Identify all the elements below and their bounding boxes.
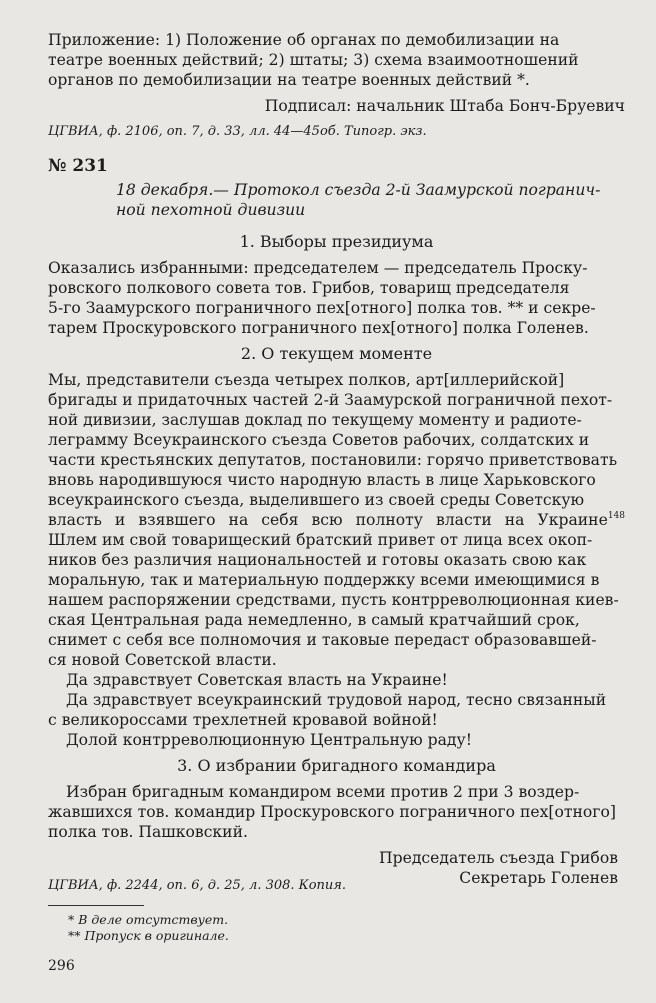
- slogan-line: Долой контрреволюционную Центральную раду!: [66, 731, 472, 749]
- secretary-signature: Секретарь Голенев: [459, 869, 618, 887]
- section-line: ной дивизии, заслушав доклад по текущему моменту и радиоте-: [48, 411, 582, 429]
- slogan-line: Да здравствует всеукраинский трудовой народ, тесно связанный: [66, 691, 607, 709]
- footnote-divider: [48, 905, 144, 906]
- appendix-line: Приложение: 1) Положение об органах по демобилизации на: [48, 31, 560, 49]
- section-line: полка тов. Пашковский.: [48, 823, 248, 841]
- section-line: всеукраинского съезда, выделившего из своей среды Советскую: [48, 491, 585, 509]
- section-line: тарем Проскуровского пограничного пех[отного] полка Голенев.: [48, 319, 589, 337]
- archive-source: ЦГВИА, ф. 2244, оп. 6, д. 25, л. 308. Копия.: [48, 878, 347, 893]
- section-line: ся новой Советской власти.: [48, 651, 277, 669]
- section-heading: 2. О текущем моменте: [240, 344, 433, 363]
- section-heading: 1. Выборы президиума: [239, 232, 434, 251]
- note-reference: 148: [607, 511, 625, 521]
- section-line: жавшихся тов. командир Проскуровского пограничного пех[отного]: [48, 803, 616, 821]
- appendix-line: театре военных действий; 2) штаты; 3) схема взаимоотношений: [48, 51, 579, 69]
- chairman-signature: Председатель съезда Грибов: [379, 849, 618, 867]
- section-line: [48, 510, 625, 530]
- document-title-line: 18 декабря.— Протокол съезда 2-й Заамурской погранич-: [116, 181, 601, 199]
- section-line: снимет с себя все полномочия и таковые передаст образовавшей-: [48, 631, 597, 649]
- section-line: 5-го Заамурского пограничного пех[отного] полка тов. ** и секре-: [48, 299, 596, 317]
- document-number: № 231: [48, 156, 108, 176]
- footnote: ** Пропуск в оригинале.: [68, 928, 229, 943]
- section-line: части крестьянских депутатов, постановили: горячо приветствовать: [48, 451, 618, 469]
- section-line: ников без различия национальностей и готовы оказать свою как: [48, 551, 587, 569]
- section-heading: 3. О избрании бригадного командира: [177, 756, 496, 775]
- section-line: Шлем им свой товарищеский братский привет от лица всех окоп-: [48, 531, 593, 549]
- section-line: Избран бригадным командиром всеми против 2 при 3 воздер-: [66, 783, 580, 801]
- footnote: * В деле отсутствует.: [68, 912, 229, 927]
- archive-source: ЦГВИА, ф. 2106, оп. 7, д. 33, лл. 44—45об. Типогр. экз.: [48, 124, 427, 139]
- signature-block: Подписал: начальник Штаба Бонч-Бруевич: [264, 97, 625, 115]
- appendix-line: органов по демобилизации на театре военных действий *.: [48, 71, 530, 89]
- page-number: 296: [48, 958, 75, 974]
- section-line: нашем распоряжении средствами, пусть контрреволюционная киев-: [48, 591, 619, 609]
- section-line-text: власть и взявшего на себя всю полноту власти на Украине: [48, 511, 608, 529]
- section-line: бригады и придаточных частей 2-й Заамурской пограничной пехот-: [48, 391, 613, 409]
- section-line: Оказались избранными: председателем — председатель Проску-: [48, 259, 588, 277]
- section-line: ская Центральная рада немедленно, в самый кратчайший срок,: [48, 611, 580, 629]
- section-line: Мы, представители съезда четырех полков, арт[иллерийской]: [48, 371, 565, 389]
- section-line: леграмму Всеукраинского съезда Советов рабочих, солдатских и: [48, 431, 590, 449]
- slogan-line: с великороссами трехлетней кровавой войной!: [48, 711, 438, 729]
- section-line: моральную, так и материальную поддержку всеми имеющимися в: [48, 571, 600, 589]
- slogan-line: Да здравствует Советская власть на Украине!: [66, 671, 448, 689]
- section-line: вновь народившуюся чисто народную власть в лице Харьковского: [48, 471, 596, 489]
- document-title-line: ной пехотной дивизии: [116, 201, 306, 219]
- section-line: ровского полкового совета тов. Грибов, товарищ председателя: [48, 279, 570, 297]
